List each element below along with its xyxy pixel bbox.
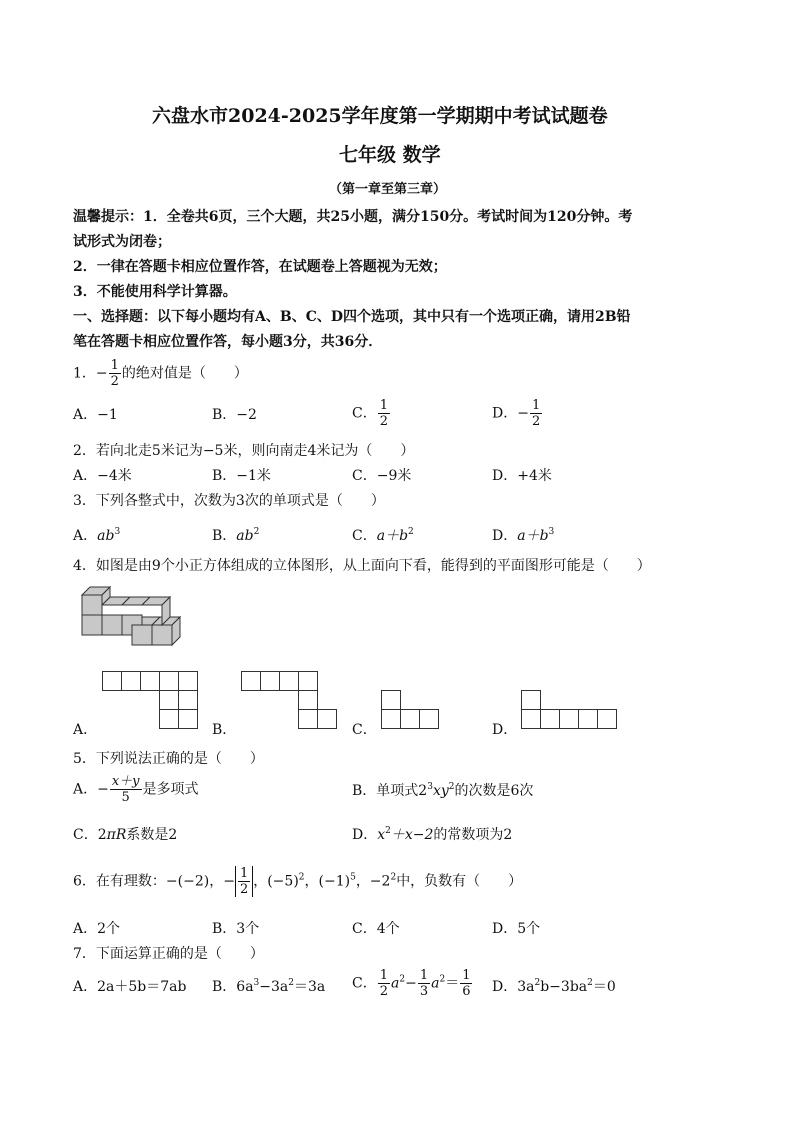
notice-line-3: 2．一律在答题卡相应位置作答，在试题卷上答题视为无效； [73,259,447,275]
q6-option-d: D．5个 [492,921,541,937]
q2-option-d: D．+4米 [492,468,552,484]
q3-option-d: D．$a+b^3$ [492,527,555,544]
q4-option-a-grid [102,671,202,733]
q6-option-a: A．2个 [73,921,121,937]
q2-option-b: B．−1米 [212,468,271,484]
question-5: 5．下列说法正确的是（ ） [73,751,264,767]
notice-line-4: 3．不能使用科学计算器。 [73,284,237,300]
fraction: $\frac{1}{2}$ [379,398,388,429]
q7-option-c: C． $\frac{1}{2}$ $a^2-$ $\frac{1}{3}$ $a^2=$ $\frac{1}{6}$ [352,968,471,999]
exam-title: 六盘水市2024-2025学年度第一学期期中考试试题卷 [152,105,608,127]
question-7: 7．下面运算正确的是（ ） [73,946,264,962]
q7-option-a: A．2a＋5b＝7ab [73,979,187,995]
q1-option-a: A．−1 [73,407,118,423]
notice-line-1: 温馨提示：1．全卷共6页，三个大题，共25小题，满分150分。考试时间为120分钟。考 [73,209,633,225]
question-1-number: 1．− [73,365,108,382]
q5-option-b: B．单项式$2^3xy^2$的次数是6次 [352,782,534,799]
q5-option-a: A．− $\frac{x+y}{5}$ 是多项式 [73,774,199,805]
fraction: $\frac{x+y}{5}$ [111,774,140,805]
q3-option-c: C．$a+b^2$ [352,527,414,544]
absolute-value [235,866,253,897]
chapter-scope: （第一章至第三章） [329,182,447,197]
fraction: $\frac{1}{2}$ [239,866,249,897]
q1-option-d: D．− $\frac{1}{2}$ [492,398,541,429]
question-1-stem: 的绝对值是（ ） [121,365,248,382]
q4-option-c-grid [381,690,451,735]
q7-option-d: D．$3a^2b-3ba^2=0$ [492,978,616,995]
q4-option-b-grid [241,671,341,733]
fraction: $\frac{1}{2}$ [110,358,119,389]
grade-subject: 七年级 数学 [339,144,441,166]
question-3: 3．下列各整式中，次数为3次的单项式是（ ） [73,493,385,509]
q2-option-c: C．−9米 [352,468,412,484]
section-1-instruction-1: 一、选择题：以下每小题均有A、B、C、D四个选项，其中只有一个选项正确，请用2B铅 [73,309,631,325]
q1-option-c: C． $\frac{1}{2}$ [352,398,388,429]
notice-line-2: 试形式为闭卷； [73,234,171,250]
q3-option-b: B．$ab^2$ [212,527,260,544]
q4-option-c: C． [352,722,377,738]
q6-option-b: B．3个 [212,921,260,937]
question-4: 4．如图是由9个小正方体组成的立体图形，从上面向下看，能得到的平面图形可能是（ ） [73,558,651,574]
cube-solid-figure [78,585,188,660]
q6-option-c: C．4个 [352,921,400,937]
q4-option-d-grid [521,690,631,735]
q5-option-d: D．$x^2+x-2$的常数项为2 [352,826,513,843]
section-1-instruction-2: 笔在答题卡相应位置作答，每小题3分，共36分． [73,334,383,350]
q3-option-a: A．$ab^3$ [73,527,121,544]
q1-option-b: B．−2 [212,407,257,423]
q5-option-c: C．2πR系数是2 [73,827,178,843]
q4-option-b: B． [212,722,237,738]
q4-option-a: A． [73,722,98,738]
question-2: 2．若向北走5米记为−5米，则向南走4米记为（ ） [73,443,415,459]
q2-option-a: A．−4米 [73,468,132,484]
question-1 [73,358,248,389]
fraction: $\frac{1}{2}$ [531,398,541,429]
q7-option-b: B．$6a^3-3a^2=3a$ [212,978,326,995]
question-6: 6．在有理数：−(−2)，− $\frac{1}{2}$ ，$(-5)^2$，$(-1)^5$，$-2^2$中，负数有（ ） [73,866,523,897]
q4-option-d: D． [492,722,518,738]
